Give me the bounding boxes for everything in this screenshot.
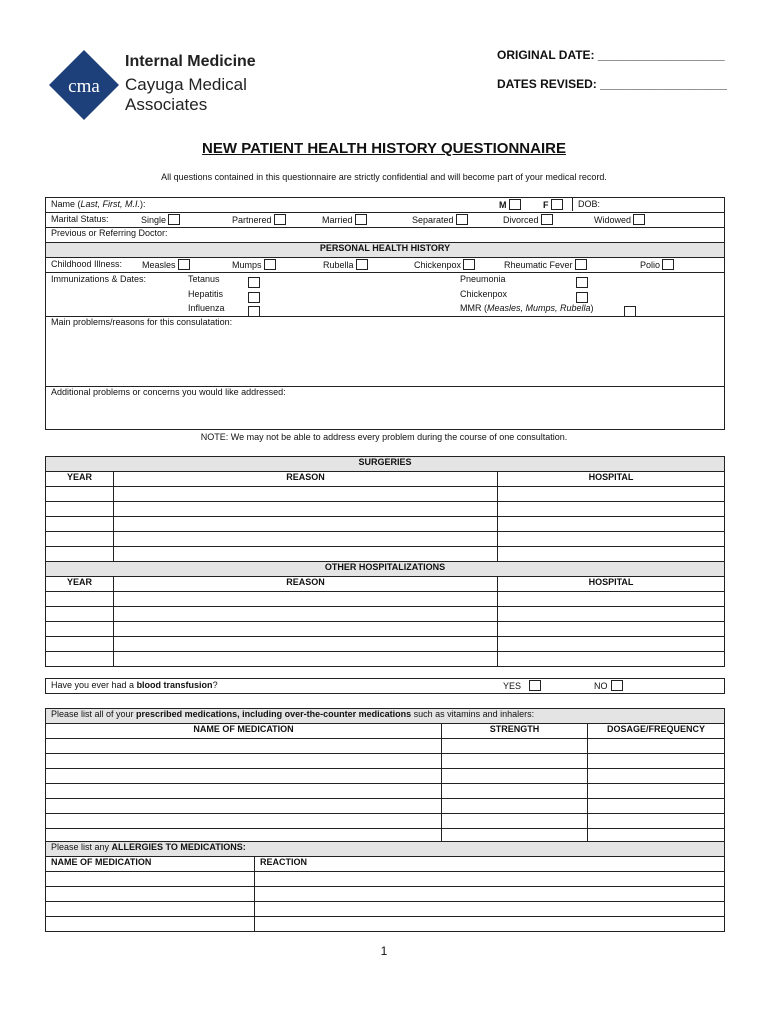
allergy-name-cell[interactable]: [46, 902, 255, 917]
med-dosage-cell[interactable]: [588, 814, 725, 829]
marital-married[interactable]: Married: [322, 214, 367, 225]
table-row: [46, 637, 725, 652]
surgery-year-cell[interactable]: [46, 517, 114, 532]
marital-row: [46, 213, 725, 228]
marital-separated[interactable]: Separated: [412, 214, 468, 225]
surgery-hospital-cell[interactable]: [498, 547, 725, 562]
marital-label: Marital Status:: [51, 214, 109, 224]
med-name-cell[interactable]: [46, 799, 442, 814]
chickenpox-checkbox[interactable]: [463, 259, 475, 270]
table-row: [46, 739, 725, 754]
hosp-year-cell[interactable]: [46, 637, 114, 652]
surgeries-col-hospital: HOSPITAL: [498, 472, 725, 487]
med-col-dosage: DOSAGE/FREQUENCY: [588, 724, 725, 739]
hosp-reason-cell[interactable]: [114, 637, 498, 652]
surgeries-col-year: YEAR: [46, 472, 114, 487]
widowed-checkbox[interactable]: [633, 214, 645, 225]
marital-divorced[interactable]: Divorced: [503, 214, 553, 225]
med-name-cell[interactable]: [46, 754, 442, 769]
hosp-col-year: YEAR: [46, 577, 114, 592]
table-row: [46, 799, 725, 814]
table-row: [46, 769, 725, 784]
table-row: [46, 622, 725, 637]
table-row: [46, 547, 725, 562]
hosp-year-cell[interactable]: [46, 652, 114, 667]
medications-table: [45, 708, 725, 844]
imm-chickenpox: Chickenpox: [460, 289, 508, 299]
name-row: [46, 198, 725, 213]
med-strength-cell[interactable]: [442, 784, 588, 799]
consultation-note: NOTE: We may not be able to address every problem during the course of one consultation.: [200, 432, 568, 442]
patient-info-table: [45, 197, 725, 430]
med-col-name: NAME OF MEDICATION: [46, 724, 442, 739]
hosp-hospital-cell[interactable]: [498, 637, 725, 652]
surgery-hospital-cell[interactable]: [498, 487, 725, 502]
surgeries-table: [45, 456, 725, 667]
med-strength-cell[interactable]: [442, 799, 588, 814]
allergy-col-reaction: REACTION: [255, 857, 725, 872]
med-dosage-cell[interactable]: [588, 784, 725, 799]
imm-hepatitis: Hepatitis: [188, 289, 224, 299]
page-number: 1: [380, 944, 388, 958]
transfusion-yes[interactable]: YES: [503, 680, 541, 691]
childhood-rubella[interactable]: Rubella: [323, 259, 368, 270]
surgery-reason-cell[interactable]: [114, 487, 498, 502]
med-col-strength: STRENGTH: [442, 724, 588, 739]
allergies-intro: Please list any ALLERGIES TO MEDICATIONS:: [46, 842, 725, 857]
personal-heading-row: [46, 243, 725, 258]
medications-intro: Please list all of your prescribed medications, including over-the-counter medications such as vitamins and inhalers:: [46, 709, 725, 724]
logo-internal-medicine: Internal Medicine: [125, 53, 256, 70]
allergy-name-cell[interactable]: [46, 887, 255, 902]
childhood-measles[interactable]: Measles: [142, 259, 190, 270]
transfusion-table: [45, 678, 725, 694]
surgery-reason-cell[interactable]: [114, 547, 498, 562]
surgery-hospital-cell[interactable]: [498, 517, 725, 532]
additional-problems-field[interactable]: [46, 387, 725, 430]
hosp-col-reason: REASON: [114, 577, 498, 592]
imm-influenza: Influenza: [188, 303, 225, 313]
allergy-reaction-cell[interactable]: [255, 872, 725, 887]
hosp-reason-cell[interactable]: [114, 622, 498, 637]
immunizations-row: [46, 273, 725, 317]
logo-mark-text: cma: [68, 76, 100, 97]
childhood-row: [46, 258, 725, 273]
hepatitis-checkbox[interactable]: [248, 292, 260, 303]
main-problems-label: Main problems/reasons for this consulatation:: [51, 317, 233, 327]
surgery-reason-cell[interactable]: [114, 517, 498, 532]
male-checkbox[interactable]: M: [499, 199, 521, 210]
main-problems-field[interactable]: [46, 317, 725, 387]
table-row: [46, 652, 725, 667]
allergy-name-cell[interactable]: [46, 917, 255, 932]
childhood-polio[interactable]: Polio: [640, 259, 674, 270]
surgery-year-cell[interactable]: [46, 547, 114, 562]
referring-row: [46, 228, 725, 243]
tetanus-checkbox[interactable]: [248, 277, 260, 288]
dates-revised-field[interactable]: DATES REVISED: ___________________: [497, 77, 727, 91]
table-row: [46, 517, 725, 532]
med-dosage-cell[interactable]: [588, 769, 725, 784]
med-name-cell[interactable]: [46, 769, 442, 784]
surgery-hospital-cell[interactable]: [498, 502, 725, 517]
table-row: [46, 592, 725, 607]
pneumonia-checkbox[interactable]: [576, 277, 588, 288]
mmr-checkbox[interactable]: [624, 306, 636, 317]
imm-tetanus: Tetanus: [188, 274, 220, 284]
allergies-table: [45, 841, 725, 932]
rheumatic-fever-checkbox[interactable]: [575, 259, 587, 270]
med-dosage-cell[interactable]: [588, 799, 725, 814]
allergy-name-cell[interactable]: [46, 872, 255, 887]
hosp-year-cell[interactable]: [46, 592, 114, 607]
original-date-field[interactable]: ORIGINAL DATE: ___________________: [497, 48, 725, 62]
partnered-checkbox[interactable]: [274, 214, 286, 225]
hosp-col-hospital: HOSPITAL: [498, 577, 725, 592]
divorced-checkbox[interactable]: [541, 214, 553, 225]
transfusion-question: Have you ever had a blood transfusion?: [51, 680, 218, 690]
table-row: [46, 917, 725, 932]
personal-health-heading: PERSONAL HEALTH HISTORY: [46, 243, 725, 258]
surgery-year-cell[interactable]: [46, 502, 114, 517]
married-checkbox[interactable]: [355, 214, 367, 225]
confidentiality-note: All questions contained in this questionnaire are strictly confidential and will become part of your medical record.: [161, 172, 607, 182]
hospitalizations-heading: OTHER HOSPITALIZATIONS: [46, 562, 725, 577]
table-row: [46, 754, 725, 769]
imm-chickenpox-checkbox[interactable]: [576, 292, 588, 303]
name-label: Name (Last, First, M.I.):: [51, 199, 146, 209]
imm-pneumonia: Pneumonia: [460, 274, 506, 284]
table-row: [46, 784, 725, 799]
marital-single[interactable]: Single: [141, 214, 180, 225]
hosp-hospital-cell[interactable]: [498, 652, 725, 667]
referring-doctor-field[interactable]: Previous or Referring Doctor:: [46, 228, 725, 243]
surgery-year-cell[interactable]: [46, 532, 114, 547]
table-row: [46, 502, 725, 517]
surgeries-heading: SURGERIES: [46, 457, 725, 472]
logo-org-name: [125, 75, 247, 115]
transfusion-yes-checkbox[interactable]: [529, 680, 541, 691]
table-row: [46, 902, 725, 917]
immunizations-label: Immunizations & Dates:: [51, 274, 147, 284]
table-row: [46, 532, 725, 547]
additional-row: [46, 387, 725, 430]
imm-mmr: MMR (Measles, Mumps, Rubella): [460, 303, 594, 313]
med-name-cell[interactable]: [46, 814, 442, 829]
logo-line-2: Cayuga Medical: [125, 75, 247, 94]
mumps-checkbox[interactable]: [264, 259, 276, 270]
childhood-rheumatic-fever[interactable]: Rheumatic Fever: [504, 259, 587, 270]
surgery-reason-cell[interactable]: [114, 532, 498, 547]
med-dosage-cell[interactable]: [588, 739, 725, 754]
rubella-checkbox[interactable]: [356, 259, 368, 270]
med-name-cell[interactable]: [46, 784, 442, 799]
hosp-reason-cell[interactable]: [114, 592, 498, 607]
page-title: NEW PATIENT HEALTH HISTORY QUESTIONNAIRE: [202, 140, 566, 157]
main-problems-row: [46, 317, 725, 387]
hosp-year-cell[interactable]: [46, 607, 114, 622]
hosp-hospital-cell[interactable]: [498, 607, 725, 622]
hosp-reason-cell[interactable]: [114, 607, 498, 622]
allergy-reaction-cell[interactable]: [255, 917, 725, 932]
med-strength-cell[interactable]: [442, 814, 588, 829]
allergy-reaction-cell[interactable]: [255, 887, 725, 902]
male-checkbox-box[interactable]: [509, 199, 521, 210]
additional-problems-label: Additional problems or concerns you would like addressed:: [51, 387, 286, 397]
childhood-label: Childhood Illness:: [51, 259, 123, 269]
med-name-cell[interactable]: [46, 739, 442, 754]
childhood-chickenpox[interactable]: Chickenpox: [414, 259, 475, 270]
surgery-year-cell[interactable]: [46, 487, 114, 502]
allergy-reaction-cell[interactable]: [255, 902, 725, 917]
separated-checkbox[interactable]: [456, 214, 468, 225]
table-row: [46, 872, 725, 887]
marital-widowed[interactable]: Widowed: [594, 214, 645, 225]
transfusion-no[interactable]: NO: [594, 680, 623, 691]
cma-logo-mark: [49, 50, 119, 120]
female-checkbox[interactable]: F: [543, 199, 563, 210]
table-row: [46, 814, 725, 829]
influenza-checkbox[interactable]: [248, 306, 260, 317]
hosp-reason-cell[interactable]: [114, 652, 498, 667]
med-strength-cell[interactable]: [442, 754, 588, 769]
hosp-hospital-cell[interactable]: [498, 622, 725, 637]
polio-checkbox[interactable]: [662, 259, 674, 270]
med-strength-cell[interactable]: [442, 769, 588, 784]
female-checkbox-box[interactable]: [551, 199, 563, 210]
hosp-hospital-cell[interactable]: [498, 592, 725, 607]
transfusion-no-checkbox[interactable]: [611, 680, 623, 691]
logo-line-3: Associates: [125, 95, 208, 114]
table-row: [46, 607, 725, 622]
marital-partnered[interactable]: Partnered: [232, 214, 286, 225]
dob-label[interactable]: DOB:: [572, 198, 600, 212]
measles-checkbox[interactable]: [178, 259, 190, 270]
table-row: [46, 487, 725, 502]
surgery-reason-cell[interactable]: [114, 502, 498, 517]
surgery-hospital-cell[interactable]: [498, 532, 725, 547]
allergy-col-name: NAME OF MEDICATION: [46, 857, 255, 872]
table-row: [46, 887, 725, 902]
hosp-year-cell[interactable]: [46, 622, 114, 637]
med-dosage-cell[interactable]: [588, 754, 725, 769]
surgeries-col-reason: REASON: [114, 472, 498, 487]
med-strength-cell[interactable]: [442, 739, 588, 754]
childhood-mumps[interactable]: Mumps: [232, 259, 276, 270]
single-checkbox[interactable]: [168, 214, 180, 225]
